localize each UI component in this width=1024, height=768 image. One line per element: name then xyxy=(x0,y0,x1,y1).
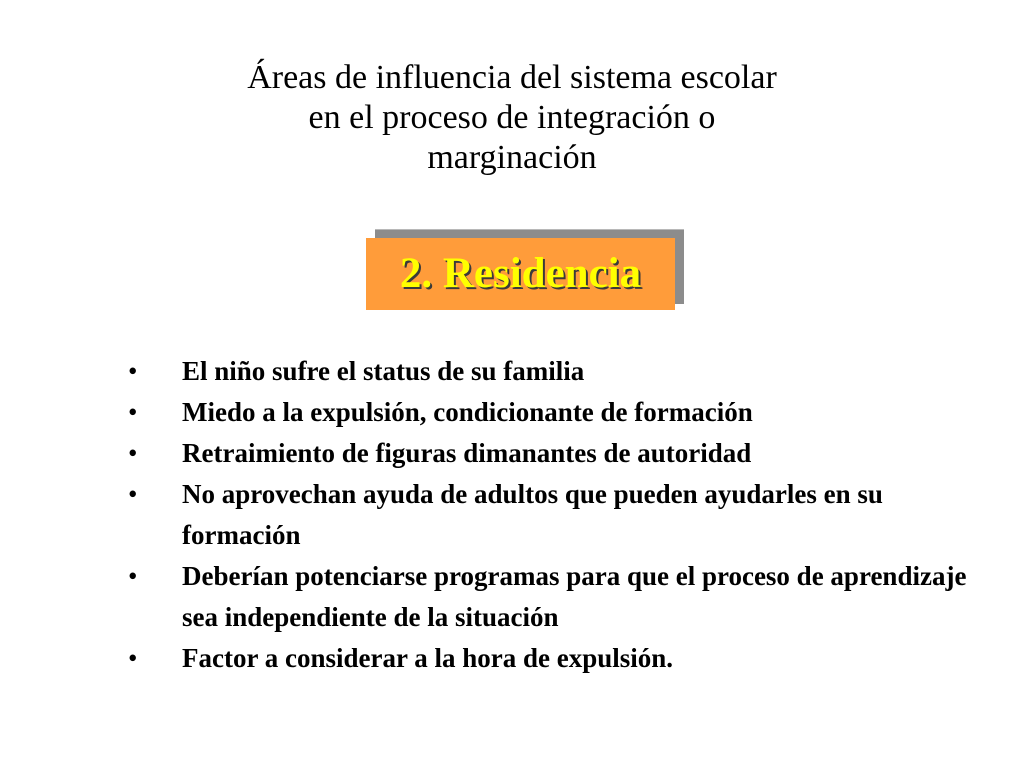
bullet-item xyxy=(128,392,988,433)
section-label: 2. Residencia xyxy=(399,250,642,297)
bullet-text: No aprovechan ayuda de adultos que pueden ayudarles en su formación xyxy=(182,479,883,550)
bullet-marker: • xyxy=(128,479,138,509)
bullet-item xyxy=(128,474,988,556)
bullet-list xyxy=(128,351,988,679)
title-line-2: en el proceso de integración o xyxy=(308,99,716,136)
bullet-text: Factor a considerar a la hora de expulsión. xyxy=(182,643,673,673)
section-badge xyxy=(366,232,678,310)
bullet-item xyxy=(128,433,988,474)
slide-title xyxy=(162,58,862,178)
bullet-marker: • xyxy=(128,356,138,386)
bullet-marker: • xyxy=(128,643,138,673)
bullet-text: Retraimiento de figuras dimanantes de autoridad xyxy=(182,438,752,468)
bullet-text: Miedo a la expulsión, condicionante de formación xyxy=(182,397,753,427)
bullet-text: Deberían potenciarse programas para que el proceso de aprendizaje sea independiente de la situación xyxy=(182,561,967,632)
bullet-marker: • xyxy=(128,438,138,468)
bullet-item xyxy=(128,556,988,638)
title-line-3: marginación xyxy=(427,139,597,176)
bullet-marker: • xyxy=(128,561,138,591)
bullet-item xyxy=(128,351,988,392)
bullet-marker: • xyxy=(128,397,138,427)
bullet-text: El niño sufre el status de su familia xyxy=(182,356,585,386)
bullet-item xyxy=(128,638,988,679)
section-badge-box xyxy=(366,238,675,310)
title-line-1: Áreas de influencia del sistema escolar xyxy=(247,59,777,96)
